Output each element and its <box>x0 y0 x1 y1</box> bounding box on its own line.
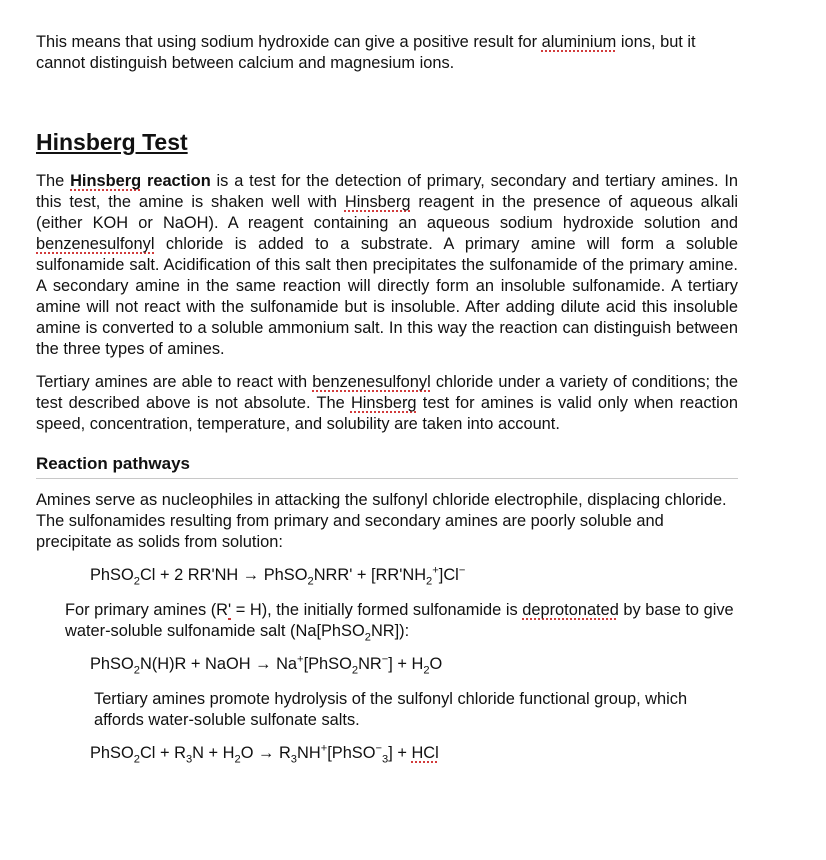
pathways-paragraph: Amines serve as nucleophiles in attacking the sulfonyl chloride electrophile, displacing chloride. The sulfonamides resulting from primary and secondary amines are poorly soluble and precipitate as solids from solution: <box>36 491 727 551</box>
p1-text: is a test for the detection of primary, secondary and tertiary amines. In this test, the amine is shaken well with <box>36 172 738 211</box>
p1-text: reagent in the presence of aqueous alkali (either KOH or NaOH). A reagent containing an aqueous sodium hydroxide solution and <box>36 193 738 232</box>
p1-bold-text: reaction <box>141 172 211 190</box>
spelling-flag[interactable]: benzenesulfonyl <box>312 373 431 391</box>
subsection-heading: Reaction pathways <box>36 453 738 479</box>
hinsberg-paragraph-1 <box>36 171 738 360</box>
spelling-flag[interactable]: aluminium <box>541 33 617 51</box>
intro-text-end: ions, but it cannot distinguish between calcium and magnesium ions. <box>36 33 696 72</box>
equation-2: PhSO$_2$N(H)R + NaOH → Na+[PhSO$_2$NR−] + $H_2O$ <box>90 653 443 677</box>
equation-1: PhSO$_2$Cl + 2 RR'NH → PhSO$_2$NRR' + $[RR'NH_2^+]Cl^-$ <box>90 564 466 588</box>
intro-paragraph <box>36 32 738 74</box>
spelling-flag[interactable]: Hinsberg <box>350 394 417 412</box>
primary-amines-paragraph: For primary amines (R' = H), the initially formed sulfonamide is deprotonated by base to give water-soluble sulfonamide salt (Na[PhSO$_2$NR]): <box>65 601 734 644</box>
p1-lead: The <box>36 172 71 190</box>
spelling-flag[interactable]: deprotonated <box>522 601 619 619</box>
tertiary-amines-paragraph: Tertiary amines promote hydrolysis of the sulfonyl chloride functional group, which affords water-soluble sulfonate salts. <box>94 690 688 729</box>
p2-text: chloride under a variety of conditions; the test described above is not absolute. The <box>36 373 738 412</box>
hinsberg-paragraph-2 <box>36 372 738 435</box>
spelling-flag[interactable]: ' <box>228 601 232 619</box>
p1-text: chloride is added to a substrate. A primary amine will form a soluble sulfonamide salt. Acidification of this salt then precipitates the sulfonamide of the primary amine. A secondary amine in the same reaction will directly form an insoluble sulfonamide. A tertiary amine will not react with the sulfonamide but is insoluble. After adding dilute acid this insoluble amine is converted to a soluble ammonium salt. In this way the reaction can distinguish between the three types of amines. <box>36 235 738 358</box>
p2-text: Tertiary amines are able to react with <box>36 373 313 391</box>
spelling-flag[interactable]: Hinsberg <box>70 172 142 190</box>
spelling-flag[interactable]: benzenesulfonyl <box>36 235 155 253</box>
spelling-flag[interactable]: HCl <box>411 744 439 762</box>
equation-3: PhSO$_2$Cl + $R_3N + H_2O$ → $R_3NH^+[PhSO^-_3]$ + HCl <box>90 742 439 766</box>
intro-text: This means that using sodium hydroxide can give a positive result for <box>36 33 542 51</box>
document-page <box>36 32 738 764</box>
p2-text: test for amines is valid only when reaction speed, concentration, temperature, and solubility are taken into account. <box>36 394 738 433</box>
spelling-flag[interactable]: Hinsberg <box>344 193 411 211</box>
section-heading: Hinsberg Test <box>36 129 188 155</box>
